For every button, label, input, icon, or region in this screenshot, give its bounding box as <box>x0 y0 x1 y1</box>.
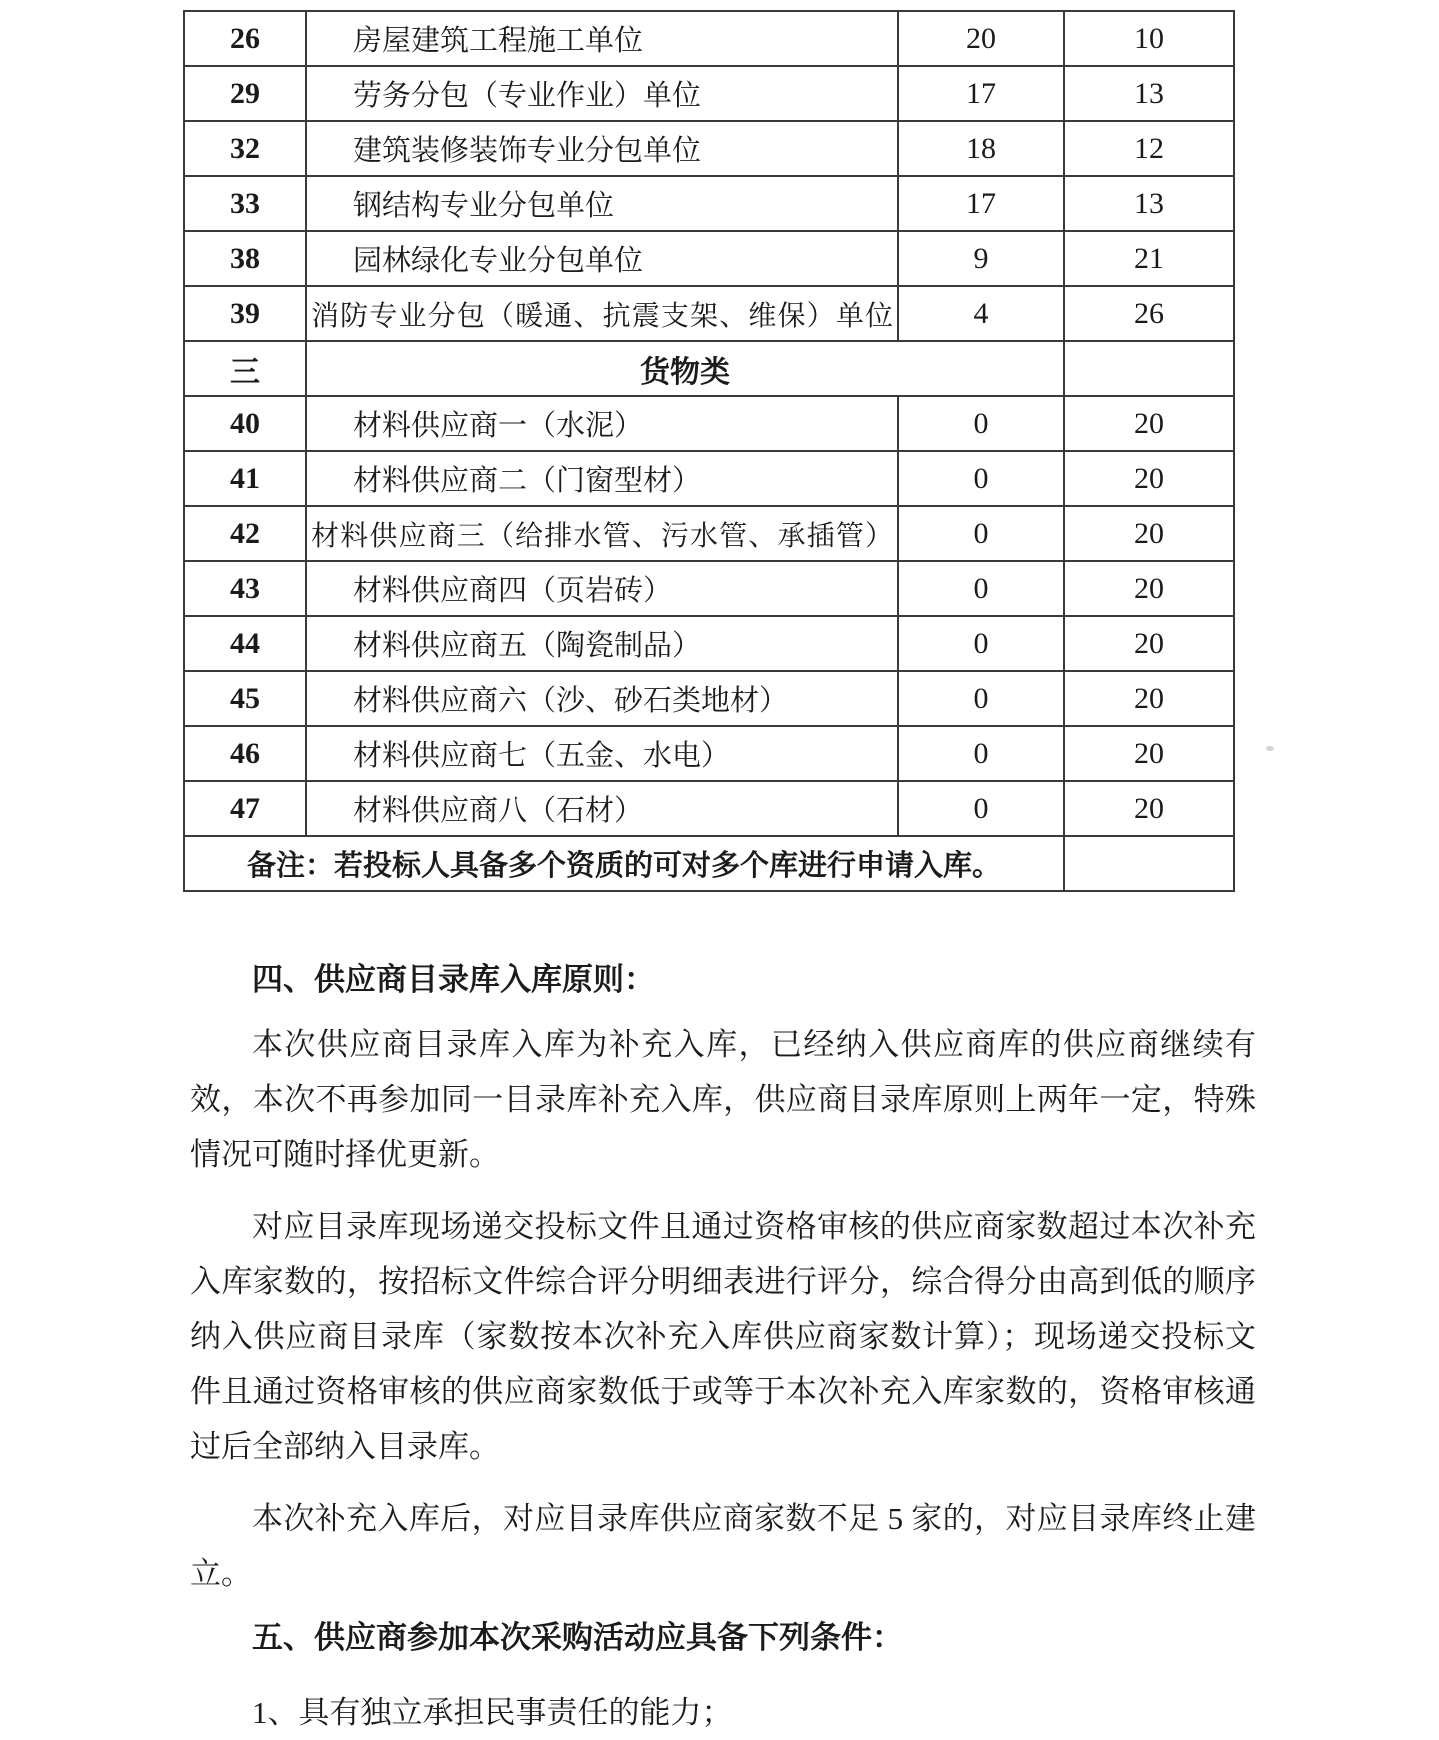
category-name-cell: 材料供应商三（给排水管、污水管、承插管） <box>306 506 898 561</box>
empty-cell <box>1064 341 1234 396</box>
count-cell: 20 <box>1064 396 1234 451</box>
row-number-cell: 38 <box>184 231 306 286</box>
count-cell: 21 <box>1064 231 1234 286</box>
section-title-cell: 货物类 <box>306 341 1064 396</box>
table-row <box>184 506 1234 561</box>
section-heading-4: 四、供应商目录库入库原则： <box>252 962 655 997</box>
category-name-cell: 消防专业分包（暖通、抗震支架、维保）单位 <box>306 286 898 341</box>
category-name-cell: 材料供应商二（门窗型材） <box>306 451 898 506</box>
count-cell: 4 <box>898 286 1064 341</box>
count-cell: 20 <box>1064 781 1234 836</box>
paragraph-supplement-rule: 本次供应商目录库入库为补充入库，已经纳入供应商库的供应商继续有效，本次不再参加同一目录库补充入库，供应商目录库原则上两年一定，特殊情况可随时择优更新。 <box>190 1027 1256 1172</box>
condition-item-1: 1、具有独立承担民事责任的能力； <box>252 1695 733 1730</box>
count-cell: 0 <box>898 506 1064 561</box>
category-name-cell: 材料供应商七（五金、水电） <box>306 726 898 781</box>
count-cell: 20 <box>1064 506 1234 561</box>
count-cell: 0 <box>898 726 1064 781</box>
table-row-note <box>184 836 1234 891</box>
category-name-cell: 钢结构专业分包单位 <box>306 176 898 231</box>
table-row <box>184 231 1234 286</box>
document-body <box>190 952 1256 1740</box>
count-cell: 18 <box>898 121 1064 176</box>
count-cell: 10 <box>1064 11 1234 66</box>
section-heading-5: 五、供应商参加本次采购活动应具备下列条件： <box>252 1620 903 1655</box>
table-row <box>184 726 1234 781</box>
count-cell: 0 <box>898 451 1064 506</box>
scan-artifact <box>1266 746 1274 751</box>
row-number-cell: 32 <box>184 121 306 176</box>
count-cell: 20 <box>1064 671 1234 726</box>
category-name-cell: 劳务分包（专业作业）单位 <box>306 66 898 121</box>
table-row <box>184 121 1234 176</box>
table-row <box>184 616 1234 671</box>
row-number-cell: 41 <box>184 451 306 506</box>
count-cell: 20 <box>1064 561 1234 616</box>
table-row <box>184 11 1234 66</box>
row-number-cell: 46 <box>184 726 306 781</box>
count-cell: 20 <box>898 11 1064 66</box>
count-cell: 20 <box>1064 616 1234 671</box>
count-cell: 13 <box>1064 66 1234 121</box>
count-cell: 0 <box>898 616 1064 671</box>
row-number-cell: 33 <box>184 176 306 231</box>
table-row <box>184 286 1234 341</box>
category-name-cell: 材料供应商八（石材） <box>306 781 898 836</box>
category-name-cell: 园林绿化专业分包单位 <box>306 231 898 286</box>
category-name-cell: 材料供应商一（水泥） <box>306 396 898 451</box>
table-row <box>184 781 1234 836</box>
table-row <box>184 451 1234 506</box>
document-page <box>0 10 1439 1730</box>
category-name-cell: 材料供应商五（陶瓷制品） <box>306 616 898 671</box>
row-number-cell: 47 <box>184 781 306 836</box>
table-row <box>184 396 1234 451</box>
count-cell: 0 <box>898 396 1064 451</box>
row-number-cell: 43 <box>184 561 306 616</box>
count-cell: 26 <box>1064 286 1234 341</box>
category-name-cell: 房屋建筑工程施工单位 <box>306 11 898 66</box>
count-cell: 17 <box>898 66 1064 121</box>
section-number-cell: 三 <box>184 341 306 396</box>
table-row <box>184 176 1234 231</box>
count-cell: 0 <box>898 781 1064 836</box>
count-cell: 9 <box>898 231 1064 286</box>
row-number-cell: 40 <box>184 396 306 451</box>
table-row-section <box>184 341 1234 396</box>
paragraph-scoring-rule: 对应目录库现场递交投标文件且通过资格审核的供应商家数超过本次补充入库家数的，按招标文件综合评分明细表进行评分，综合得分由高到低的顺序纳入供应商目录库（家数按本次补充入库供应商家数计算）；现场递交投标文件且通过资格审核的供应商家数低于或等于本次补充入库家数的，资格审核通过后全部纳入目录库。 <box>190 1209 1256 1464</box>
empty-cell <box>1064 836 1234 891</box>
count-cell: 12 <box>1064 121 1234 176</box>
category-name-cell: 材料供应商四（页岩砖） <box>306 561 898 616</box>
count-cell: 20 <box>1064 451 1234 506</box>
count-cell: 0 <box>898 561 1064 616</box>
row-number-cell: 29 <box>184 66 306 121</box>
row-number-cell: 42 <box>184 506 306 561</box>
table-row <box>184 561 1234 616</box>
count-cell: 13 <box>1064 176 1234 231</box>
count-cell: 17 <box>898 176 1064 231</box>
table-row <box>184 671 1234 726</box>
count-cell: 0 <box>898 671 1064 726</box>
row-number-cell: 44 <box>184 616 306 671</box>
paragraph-minimum-count-rule: 本次补充入库后，对应目录库供应商家数不足 5 家的，对应目录库终止建立。 <box>190 1501 1256 1591</box>
supplier-category-table-body <box>184 11 1234 891</box>
supplier-category-table <box>183 10 1235 892</box>
note-cell: 备注：若投标人具备多个资质的可对多个库进行申请入库。 <box>184 836 1064 891</box>
category-name-cell: 材料供应商六（沙、砂石类地材） <box>306 671 898 726</box>
row-number-cell: 39 <box>184 286 306 341</box>
category-name-cell: 建筑装修装饰专业分包单位 <box>306 121 898 176</box>
table-row <box>184 66 1234 121</box>
row-number-cell: 26 <box>184 11 306 66</box>
count-cell: 20 <box>1064 726 1234 781</box>
row-number-cell: 45 <box>184 671 306 726</box>
